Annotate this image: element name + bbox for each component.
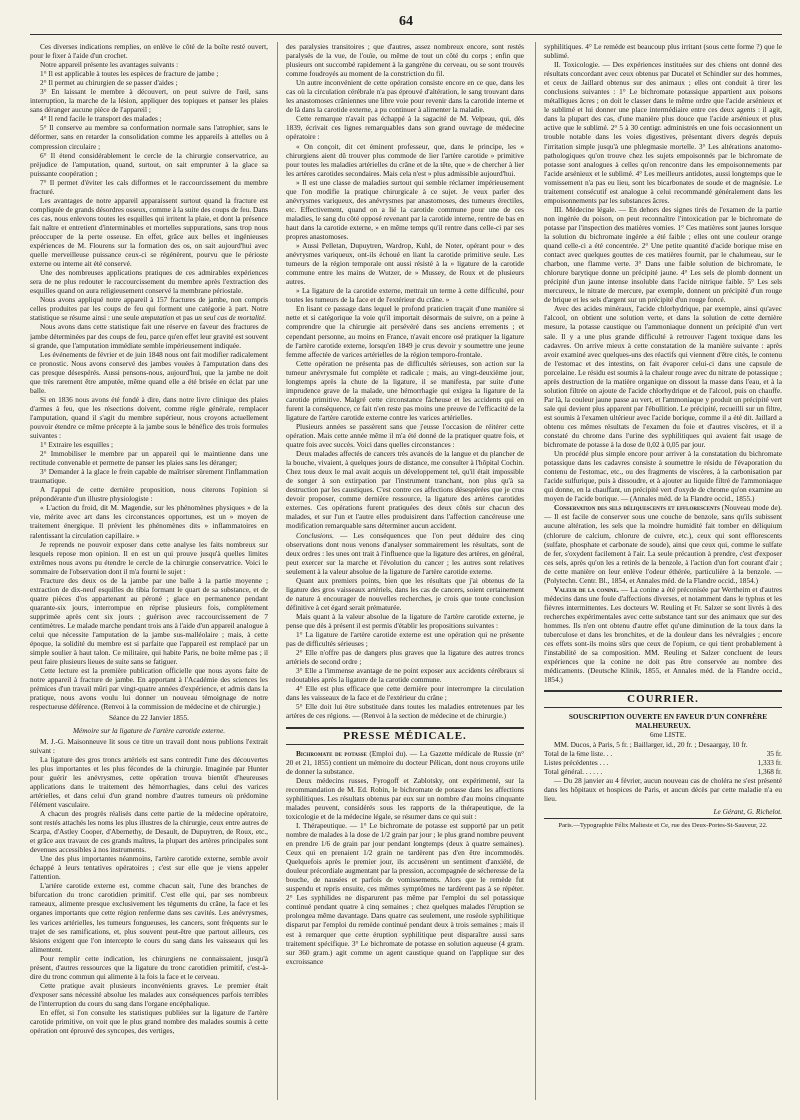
text: et pas xyxy=(175,313,193,323)
list-item: 1° Extraire les esquilles ; xyxy=(40,440,114,450)
list-item: 2° Elle n'offre pas de dangers plus graves que la ligature des autres troncs artériels de second ordre ; xyxy=(286,648,524,667)
paragraph: Plusieurs années se passèrent sans que j'eusse l'occasion de réitérer cette opération. Mais cette année même il m'a été donné de la pratiquer quatre fois, et quatre fois avec succès. Voici dans quelles circonstances : xyxy=(286,421,524,450)
memoir-title: Mémoire sur la ligature de l'artère carotide externe. xyxy=(72,725,226,735)
paragraph: I. Thérapeutique. — 1° Le bichromate de potasse est supporté par un petit nombre de malades à la dose de 1/2 grain par jour ; le plus grand nombre peuvent en prendre 1/6 de grain par jour pendant longtemps (deux à quatre semaines). Ceux qui en prenaient 1/2 grain ne tardèrent pas d'en être incommodés. Quelquefois après le premier jour, ils accusèrent un sentiment d'anxiété, de douleur précordiale augmentant par la pression, accompagnée de sécheresse de la bouche, de nausées et parfois de vomissements. Alors que le remède fut suspendu et repris ensuite, ces mêmes symptômes ne tardèrent pas à se répéter. 2° Les syphilides ne disparurent pas même par l'emploi du sel potassique continué pendant quatre à cinq semaines ; chez quelques malades l'éruption se prolongea même davantage. Dans quatre cas seulement, une roséole syphilitique disparut par l'emploi du remède continué pendant deux à trois semaines ; mais il est à remarquer que cette éruption syphilitique peut disparaître aussi sans traitement spécifique. 3° Le bichromate de potasse en solution aqueuse (4 gram. sur 360 gram.) agit comme un agent caustique quand on l'applique sur des excroissance xyxy=(286,820,524,966)
paragraph: — Du 28 janvier au 4 février, aucun nouveau cas de choléra ne s'est présenté dans les hôpitaux et hospices de Paris, et aucun décès par cette maladie n'a eu lieu. xyxy=(544,775,782,803)
paragraph: La ligature des gros troncs artériels est sans contredit l'une des découvertes les plus importantes et les plus fécondes de la chirurgie. Imaginée par Hunter pour guérir les anévrysmes, cette opération trouva bientôt d'heureuses applications dans le traitement des hémorrhagies, dans celui des varices artérielles, et dans celui d'un grand nombre d'autres tumeurs où prédomine l'élément vasculaire. xyxy=(30,754,268,809)
section-heading: PRESSE MÉDICALE. xyxy=(286,727,524,745)
paragraph xyxy=(286,531,524,576)
text: (Nouveau mode de). — Il est facile de conserver sous une couche de benzole, sans qu'ils subissent aucune altération, les sels que la moindre humidité fait tomber en déliquium (chlorure de calcium, chlorure de cuivre, etc.), ceux qui sont efflorescents (sulfate, phosphate et carbonate de soude), ainsi que ceux qui, comme le sulfate de fer, s'oxydent facilement à l'air. La seule précaution à prendre, c'est d'exposer ces sels, après qu'on les a retirés de la benzole, à l'action d'un fort courant d'air ; de cette manière on leur enlève l'odeur éthérée, particulière à la benzole. — (Polytechn. Centr. Bl., 1854, et Annales méd. de la Flandre occid., 1854.) xyxy=(544,503,782,585)
paragraph: Avec des acides minéraux, l'acide chlorhydrique, par exemple, ainsi qu'avec l'alcool, on obtient une solution verte, et dans la solution de cette dernière mesure, la potasse caustique ou l'ammoniaque donnent un précipité d'un vert sale. Il y a une plus grande difficulté à retrouver l'agent toxique dans les cadavres. On arrive mieux à cette constatation de la manière suivante : après avoir examiné avec quelques-uns des réactifs qui viennent d'être cités, le contenu de l'estomac et des intestins, on fait évaporer celui-ci dans une capsule de porcelaine. Le résidu est soumis à la chaleur rouge avec du nitrate de potassique ; après destruction de la matière organique on dissout la masse dans l'eau, et à la solution filtrée on ajoute de l'acide chlorhydrique et de l'alcool, puis on chauffe. Par là, la couleur jaune passe au vert, et l'ammoniaque y produit un précipité vert sale qui devient plus apparent par l'ébullition. Le précipité, recueilli sur un filtre, est soumis à l'examen ultérieur avec l'acide borique, comme il a été dit. Jaillard a obtenu ces mêmes résultats de l'examen du foie et d'autres viscères, et il a constaté du chrome dans l'urine des syphilitiques qui avaient fait usage de bichromate de potasse à la dose de 0,02 à 0,05 par jour. xyxy=(544,304,782,450)
column-2 xyxy=(286,42,524,1100)
paragraph: Nous avons dans cette statistique fait une réserve en faveur des fractures de jambe déterminées par des coups de feu, parce qu'en effet leur gravité est souvent si grande, que l'amputation immédiate semble impérieusement indiquée. xyxy=(30,322,268,350)
quotation: « L'action du froid, dit M. Magendie, sur les phénomènes physiques » de la vie, mérite avec art dans les circonstances opportunes, est un » moyen de traitement énergique. Il prévient les phénomènes dits » inflammatoires en ralentissant la circulation capillaire. » xyxy=(30,503,268,540)
paragraph: III. Médecine légale. — En dehors des signes tirés de l'examen de la partie non ingérée du poison, on peut reconnaître l'intoxication par le bichromate de potasse par l'inspection des matières vomies. 1° Ces matières sont jaunes lorsque la solution du bichromate ingérée a été faible ; elles ont une couleur orange quand celle-ci a été concentrée. 2° Une petite quantité d'acide borique mise en contact avec quelques gouttes de ces matières fournit, par le chalumeau, sur le charbon, une flamme verte. 3° Dans une faible solution de bichromate, le chlorure barytique donne un précipité jaune. 4° Les sels de plomb donnent un précipité d'un jaune intense insoluble dans l'acide nitrique faible. 5° Les sels mercureux, le nitrate de mercure, par exemple, donnent un précipité d'un rouge de brique et les sels d'argent sur un précipité d'un rouge foncé. xyxy=(544,204,782,305)
paragraph: Une des plus importantes néanmoins, l'artère carotide externe, semble avoir échappé à leurs tentatives opératoires ; c'est sur elle que je viens appeler l'attention. xyxy=(30,854,268,882)
entry-heading: Valeur de la conine. xyxy=(554,584,619,594)
list-item: 4° Elle est plus efficace que cette dernière pour interrompre la circulation dans les vaisseaux de la face et de l'extérieur du crâne ; xyxy=(286,684,524,703)
text: — Les conséquences que l'on peut déduire des cinq observations dont nous venons d'analyser sommairement les résultats, sont de deux ordres : les unes ont trait à l'influence que la ligature des artères, en général, peut exercer sur la marche et l'évolution du cancer ; les autres sont relatives seulement à la valeur absolue de la ligature de l'artère carotide externe. xyxy=(286,530,524,576)
row-label: Total général. . . . . . xyxy=(544,766,603,776)
list-item: 3° Elle a l'immense avantage de ne point exposer aux accidents cérébraux si redoutables après la ligature de la carotide commune. xyxy=(286,666,524,685)
table-row xyxy=(544,767,782,776)
paragraph: Cette pratique avait plusieurs inconvénients graves. Le premier était d'exposer sans nécessité absolue les malades aux conséquences parfois terribles de l'interruption du cours du sang dans l'organe encéphalique. xyxy=(30,980,268,1008)
list-item: 2° Immobiliser le membre par un appareil qui le maintienne dans une rectitude convenable et permette de panser les plaies sans les déranger; xyxy=(30,449,268,468)
paragraph: A chacun des progrès réalisés dans cette partie de la médecine opératoire, sont restés attachés les noms les plus illustres de la chirurgie, ceux entre autres de Scarpa, d'Astley Cooper, d'Abernethy, de Desault, de Dupuytren, de Roux, etc., et grâce aux travaux de ces grands maîtres, la plupart des artères principales sont devenues accessibles à nos instruments. xyxy=(30,808,268,855)
session-date: Séance du 22 Janvier 1855. xyxy=(108,713,190,723)
text: — La conine a été préconisée par Wertheim et d'autres médecins dans une foule d'affections diverses, et notamment dans le typhus et les fièvres intermittentes. Les docteurs W. Reuling et Fr. Salzer se sont livrés à des recherches expérimentales avec cette substance tant sur des animaux que sur des hommes. Ils n'en ont obtenu d'autre effet qu'une diminution de la toux dans la tuberculose et dans les bronchites, et de la douleur dans les névralgies ; encore ces effets sont-ils moins sûrs que ceux de l'opium, ce qui tient probablement à l'instabilité de sa composition. MM. Reuling et Salzer concluent de leurs expériences que la conine ne doit pas être conservée au nombre des médicaments. (Deutsche Klinik, 1855, et Annales méd. de la Flandre occid., 1854.) xyxy=(544,584,782,685)
row-value: 1,368 fr. xyxy=(757,766,782,776)
paragraph: Quant aux premiers points, bien que les résultats que j'ai obtenus de la ligature des gros vaisseaux artériels, dans les cas de cancers, soient certainement de nature à encourager de nouvelles recherches, je crois que toute conclusion définitive à cet égard serait prématurée. xyxy=(286,575,524,612)
paragraph: Les événements de février et de juin 1848 nous ont fait modifier radicalement ce pronostic. Nous avons conservé des jambes vouées à l'amputation dans des cas presque désespérés. Aussi pensons-nous, aujourd'hui, que la jambe ne doit que très rarement être amputée, même quand elle a été brisée en éclat par une balle. xyxy=(30,349,268,395)
subscription-list-title: 6me LISTE. xyxy=(649,730,687,740)
paragraph: Si en 1836 nous avons été fondé à dire, dans notre livre clinique des plaies d'armes à feu, que les résections doivent, comme règle générale, remplacer l'amputation, quand il s'agit du membre supérieur, nous croyons actuellement pouvoir étendre ce même précepte à la jambe sous le bénéfice des trois formules suivantes : xyxy=(30,394,268,441)
emphasis: un seul cas de mortalité. xyxy=(194,313,267,323)
list-item: 3° En laissant le membre à découvert, on peut suivre de l'œil, sans interruption, la marche de la lésion, appliquer des topiques et panser les plaies sans déranger aucune pièce de l'appareil ; xyxy=(30,87,268,115)
paragraph: Fracture des deux os de la jambe par une balle à la partie moyenne ; extraction de dix-neuf esquilles du tibia formant le quart de sa substance, et de quatre pièces d'os appartenant au péroné ; glace en permanence pendant quarante-six jours, interrompue en réprise plusieurs fois, complètement supprimée après cent six jours ; guérison avec raccourcissement de 7 centimètres. Le malade marche pendant trois ans à l'aide d'un appareil analogue à celui que nécessite l'amputation de la jambe sus-malléolaire ; mais, à cette époque, la solidité du membre est si parfaite que l'appareil est remplacé par un simple soulier à haut talon. Ce militaire, qui habite Paris, ne boite même pas ; il peut faire plusieurs lieues de suite sans se fatiguer. xyxy=(30,575,268,667)
paragraph xyxy=(30,295,268,322)
paragraph: Ces diverses indications remplies, on enlève le côté de la boîte resté ouvert, pour le fixer à l'aide d'un crochet. xyxy=(30,42,268,61)
paragraph: Cette lecture est la première publication officielle que nous ayons faite de notre appareil à fracture de jambe. En apportant à l'Académie des sciences les prémices d'un travail mûri par vingt-quatre années d'expérience, et admis dans la pratique, nous avons voulu lui donner un nouveau témoignage de notre respectueuse déférence. (Renvoi à la commission de médecine et de chirurgie.) xyxy=(30,666,268,712)
row-value: 35 fr. xyxy=(766,748,782,758)
paragraph xyxy=(544,585,782,685)
paragraph: Pour remplir cette indication, les chirurgiens ne connaissaient, jusqu'à présent, d'autres ressources que la ligature du tronc carotidien primitif, c'est-à-dire du tronc commun qui alimente à la fois la face et le cerveau. xyxy=(30,953,268,981)
paragraph xyxy=(544,503,782,584)
emphasis: Conclusions. xyxy=(296,530,334,540)
paragraph: Une des nombreuses applications pratiques de ces admirables expériences sera de ne plus redouter le raccourcissement du membre après l'extraction des esquilles quand on aura religieusement conservé la membrane périostale. xyxy=(30,268,268,296)
column-3 xyxy=(544,42,782,1100)
list-item: 1° La ligature de l'artère carotide externe est une opération qui ne présente pas de difficultés sérieuses ; xyxy=(286,630,524,649)
paragraph: Un procédé plus simple encore pour arriver à la constatation du bichromate potassique dans les cadavres consiste à soumettre le résidu de l'évaporation du contenu de l'estomac, etc., ou des fragments de viscères, à la carbonisation par l'acide sulfurique, puis à dissoudre, et à ajouter au liquide filtré de l'ammoniaque qui donne, en la chauffant, un précipité vert d'oxyde de chrome qu'on examine au moyen de l'acide borique. — (Annales méd. de la Flandre occid., 1855.) xyxy=(544,449,782,504)
column-divider xyxy=(535,42,536,1100)
list-item: 1° Il est applicable à toutes les espèces de fracture de jambe ; xyxy=(40,69,219,79)
quotation: » Aussi Pelletan, Dupuytren, Wardrop, Kuhl, de Noter, opérant pour » des anévrysmes variqueux, ont-ils échoué en liant la carotide primitive seule. Les tumeurs de la région temporale ont aussi résisté à la » ligature de la carotide commune entre les mains de Wutzer, de » Mussey, de Roux et de plusieurs autres. xyxy=(286,241,524,287)
text: Nous avons appliqué notre appareil à 157 fractures de jambe, non compris celles produites par les coups de feu qui forment une catégorie à part. Notre statistique se résume ainsi : une seule xyxy=(30,295,268,323)
list-item: 7° Il permet d'éviter les cals difformes et le raccourcissement du membre fracturé. xyxy=(30,177,268,196)
column-1 xyxy=(30,42,268,1100)
subscription-heading: SOUSCRIPTION OUVERTE EN FAVEUR D'UN CONFRÈRE MALHEUREUX. xyxy=(568,712,768,731)
column-divider xyxy=(277,42,278,1100)
paragraph: des paralysies transitoires ; que d'autres, assez nombreux encore, sont restés paralysés de la vue, de l'ouïe, ou même de tout un côté du corps ; enfin que plusieurs ont succombé rapidement à la gangrène du cerveau, ou se sont trouvés comme foudroyés au moment de la constriction du fil. xyxy=(286,42,524,79)
header-rule xyxy=(30,34,782,35)
paragraph: En effet, si l'on consulte les statistiques publiées sur la ligature de l'artère carotide primitive, on voit que le plus grand nombre des malades soumis à cette opération ont éprouvé des syncopes, des vertiges, xyxy=(30,1007,268,1036)
list-item: 5° Elle doit lui être substituée dans toutes les maladies entretenues par les artères de ces régions. — (Renvoi à la section de médecine et de chirurgie.) xyxy=(286,702,524,721)
quotation: » Il est une classe de maladies surtout qui semble réclamer impérieusement que l'on modifie la pratique chirurgicale à ce sujet. Je veux parler des anévrysmes variqueux, des anévrysmes par anastomoses, des tumeurs érectiles, etc. Effectivement, quand on a lié la carotide commune pour une de ces maladies, le sang du côté opposé revenant par la carotide interne, rentre de bas en haut dans la carotide externe, » en même temps qu'il rentre dans celle-ci par ses propres anastomoses. xyxy=(286,177,524,241)
paragraph: Cette opération ne présenta pas de difficultés sérieuses, son action sur la tumeur anévrysmale fut complète et radicale ; mais, au vingt-deuxième jour, longtemps après la chute de la ligature, il se manifesta, par suite d'une imprudence grave de la malade, une hémorrhagie qui exigea la ligature de la carotide primitive. Malgré cette circonstance fâcheuse et les accidents qui en furent la conséquence, ce fait n'en reste pas moins une preuve de l'efficacité de la ligature de l'artère carotide externe contre les varices artérielles. xyxy=(286,358,524,422)
signature: Le Gérant, G. Richelot. xyxy=(713,806,782,816)
row-label: Total de la 6me liste. . . xyxy=(544,748,613,758)
paragraph: Deux médecins russes, Fyrogoff et Zablotsky, ont expérimenté, sur la recommandation de M. Ed. Robin, le bichromate de potasse dans les affections syphilitiques. Les résultats obtenus par eux sur un nombre d'au moins cinquante malades peuvent, considérés sous les rapports de la thérapeutique, de la toxicologie et de la médecine légale, se résumer dans ce qui suit : xyxy=(286,775,524,821)
paragraph: Deux malades affectés de cancers très avancés de la langue et du plancher de la bouche, vivaient, à quelques jours de distance, me consulter à l'hôpital Cochin. Chez tous deux le mal avait acquis un développement tel, qu'il était impossible de songer à son extirpation par l'instrument tranchant, non plus qu'à sa destruction par les caustiques. C'est contre ces affections désespérées que je crus devoir proposer, comme dernière ressource, la ligature des artères carotides externes. Ces opérations furent pratiquées des deux côtés sur chacun des malades, et sur l'un et l'autre elles produisirent dans l'affection cancéreuse une modification remarquable sans déterminer aucun accident. xyxy=(286,449,524,531)
paragraph: M. J.-G. Maisonneuve lit sous ce titre un travail dont nous publions l'extrait suivant : xyxy=(30,736,268,755)
list-item: 5° Il conserve au membre sa conformation normale sans l'atrophier, sans le déformer, sans en retarder la consolidation comme les appareils à attelles ou à compression circulaire ; xyxy=(30,123,268,151)
entry-heading: Bichromate de potasse xyxy=(296,748,367,758)
paragraph: L'artère carotide externe est, comme chacun sait, l'une des branches de bifurcation du tronc carotidien primitif. C'est elle qui, par ses nombreux rameaux, alimente presque exclusivement les téguments du crâne, la face et les organes importants que cette région renferme dans ses cavités. Les anévrysmes, les varices artérielles, les tumeurs fongueuses, les cancers, sont fréquents sur le trajet de ses ramifications, et, plus souvent peut-être que partout ailleurs, ces lésions exigent que l'on intercepte le cours du sang dans les vaisseaux qui les alimentent. xyxy=(30,881,268,954)
quotation: « On conçoit, dit cet éminent professeur, que, dans le principe, les » chirurgiens aient dû trouver plus commode de lier l'artère carotide » primitive pour toutes les maladies artérielles du crâne et de la tête, que » de chercher à lier les artères carotides secondaires. Mais cela n'est » plus admissible aujourd'hui. xyxy=(286,141,524,178)
paragraph: Notre appareil présente les avantages suivants : xyxy=(40,60,179,70)
page-number: 64 xyxy=(399,14,413,29)
paragraph: En lisant ce passage dans lequel le profond praticien traçait d'une manière si nette et si catégorique la voie qu'il importait désormais de suivre, on a peine à comprendre que la chirurgie ait persévéré dans ses anciens errements ; et cependant personne, au moins en France, n'avait encore osé pratiquer la ligature de l'artère carotide externe, lorsqu'en 1849 je crus devoir y soumettre une jeune femme affectée de varices artérielles de la région temporo-frontale. xyxy=(286,304,524,359)
printer-imprint: Paris.—Typographie Félix Malteste et Ce, rue des Deux-Portes-St-Sauveur, 22. xyxy=(544,818,782,830)
quotation: » La ligature de la carotide externe, mettrait un terme à cette difficulté, pour toutes les tumeurs de la face et de l'extérieur du crâne. » xyxy=(286,286,524,305)
text: (Emploi du). — La Gazette médicale de Russie (n° 20 et 21, 1855) contient un mémoire du docteur Pélican, dont nous croyons utile de donner la substance. xyxy=(286,748,524,776)
paragraph: syphilitiques. 4° Le remède est beaucoup plus irritant (sous cette forme ?) que le sublimé. xyxy=(544,42,782,61)
list-item: 2° Il permet au chirurgien de se passer d'aides ; xyxy=(40,78,178,88)
paragraph: Je reprends ne pouvoir exposer dans cette analyse les faits nombreux sur lesquels repose mon opinion. Il en est un qui prouve jusqu'à quelles limites extrêmes nous avons pu étendre le cercle de la chirurgie conservatrice. Voici le sommaire de l'observation dont il m'a fourni le sujet : xyxy=(30,539,268,576)
paragraph: II. Toxicologie. — Des expériences instituées sur des chiens ont donné des résultats concordant avec ceux obtenus par Ducatel et Schindler sur des hommes, et ceux de Jaillard obtenus sur des animaux ; elles ont conduit à tirer les conclusions suivantes : 1° Le bichromate potassique appartient aux poisons métalliques âcres ; on doit le classer dans le même ordre que l'acide arsénieux et le sublimé et lui donner une place intermédiaire entre ces deux agents : il agit, dans la plupart des cas, d'une manière plus douce que l'acide arsénieux et plus active que le sublimé. 2° 5 à 30 centigr. administrés en une fois occasionnent un trouble notable dans les voies digestives, présentant divers degrés depuis l'irritation simple jusqu'à une phlegmasie mortelle. 3° Les altérations anatomo-pathologiques qu'on trouve chez les sujets empoisonnés par le bichromate de potasse sont analogues à celles qu'on rencontre dans les empoisonnements par l'acide arsénieux et le sublimé. 4° Les meilleurs antidotes, aussi longtemps que le vomissement n'a pas eu lieu, sont les bicarbonates de soude et de magnésie. Le traitement consécutif est analogue à celui recommandé généralement dans les empoisonnements par les substances âcres. xyxy=(544,60,782,205)
table-row xyxy=(544,758,782,767)
newspaper-page xyxy=(30,8,782,1112)
list-item: 4° Il rend facile le transport des malades ; xyxy=(40,114,162,124)
paragraph: MM. Ducos, à Paris, 5 fr. ; Baillarger, id., 20 fr. ; Desaargay, 10 fr. xyxy=(554,739,748,749)
paragraph xyxy=(286,749,524,776)
row-value: 1,333 fr. xyxy=(757,757,782,767)
section-heading: COURRIER. xyxy=(544,690,782,708)
list-item: 6° Il étend considérablement le cercle de la chirurgie conservatrice, au préjudice de l'amputation, quand, surtout, on sait emprunter à la glace sa puissante coopération ; xyxy=(30,150,268,178)
paragraph: A l'appui de cette dernière proposition, nous citerons l'opinion si prépondérante d'un illustre physiologiste : xyxy=(30,485,268,504)
row-label: Listes précédentes . . . xyxy=(544,757,609,767)
subscription-totals xyxy=(544,749,782,776)
entry-heading: Conservation des sels déliquescents et efflorescents xyxy=(554,503,720,513)
paragraph: Mais quant à la valeur absolue de la ligature de l'artère carotide externe, je pense que dès à présent il est permis d'établir les propositions suivantes : xyxy=(286,611,524,630)
paragraph: Les avantages de notre appareil apparaissent surtout quand la fracture est compliquée de grands désordres osseux, comme à la suite des coups de feu. Dans ces cas, nous enlevons toutes les esquilles qui irritent la plaie, et dont la présence fait naître et entretient d'interminables et mortelles suppurations, sans trop nous préoccuper de la perte osseuse. En effet, grâce aux belles et ingénieuses expériences de M. Flourens sur la formation des os, on sait aujourd'hui avec quelle merveilleuse puissance ceux-ci se régénèrent, pourvu que le périoste externe ou interne ait été conservé. xyxy=(30,195,268,269)
paragraph: Cette remarque n'avait pas échappé à la sagacité de M. Velpeau, qui, dès 1839, écrivait ces lignes remarquables dans son grand ouvrage de médecine opératoire : xyxy=(286,114,524,142)
list-item: 3° Demander à la glace le frein capable de maîtriser sûrement l'inflammation traumatique. xyxy=(30,467,268,486)
table-row xyxy=(544,749,782,758)
paragraph: Un autre inconvénient de cette opération consiste encore en ce que, dans les cas où la circulation cérébrale n'a pas éprouvé d'altération, le sang trouvant dans les anastomoses crâniennes une libre voie pour revenir dans la carotide interne et de là dans la carotide externe, a pu continuer à alimenter la maladie. xyxy=(286,78,524,115)
emphasis: amputation xyxy=(140,313,175,323)
